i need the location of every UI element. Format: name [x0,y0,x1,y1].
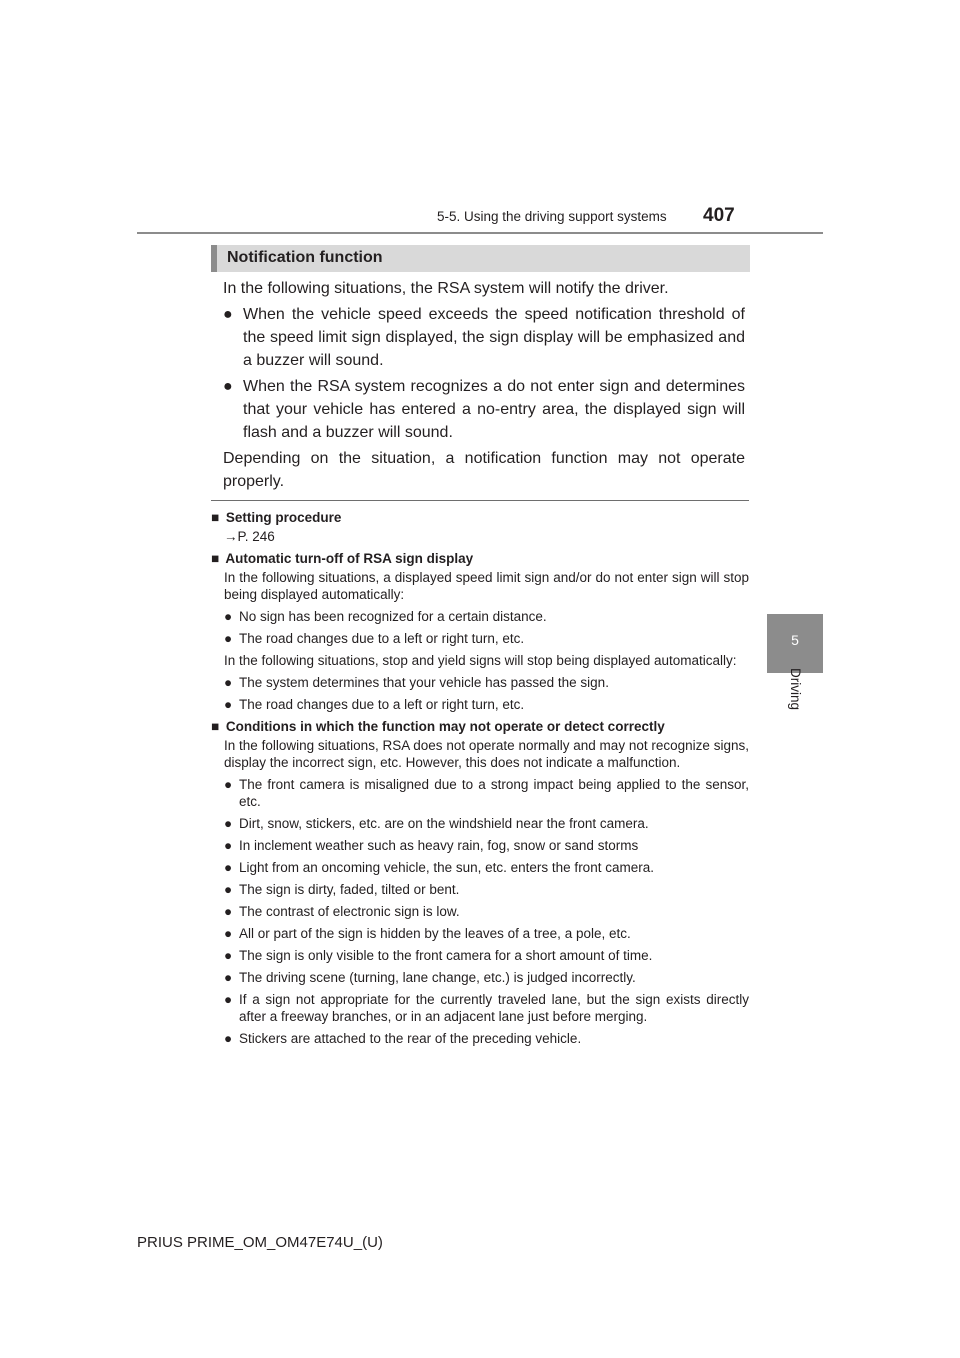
header-rule [137,232,823,234]
bullet-icon: ● [224,926,233,941]
chapter-tab-number: 5 [791,632,799,648]
bullet-icon: ● [223,378,233,395]
bullet-icon: ● [224,904,233,919]
note-heading-conditions [211,718,749,735]
note-bullet-text: Dirt, snow, stickers, etc. are on the windshield near the front camera. [239,816,649,831]
note-bullet [211,903,749,920]
bullet-icon: ● [224,816,233,831]
note-bullet [211,674,749,691]
note-heading-setting [211,509,749,526]
note-bullet-text: The road changes due to a left or right turn, etc. [239,697,525,712]
note-bullet [211,630,749,647]
note-bullet [211,991,749,1025]
chapter-tab [767,614,823,673]
note-bullet-text: All or part of the sign is hidden by the leaves of a tree, a pole, etc. [239,926,631,941]
bullet-icon: ● [223,306,233,323]
note-text: In the following situations, stop and yield signs will stop being displayed automatically: [224,653,737,668]
note-heading-auto-off [211,550,749,567]
note-bullet-text: No sign has been recognized for a certain distance. [239,609,547,624]
note-bullet [211,696,749,713]
note-heading-text: Automatic turn-off of RSA sign display [225,551,474,566]
note-bullet-text: Light from an oncoming vehicle, the sun, etc. enters the front camera. [239,860,654,875]
note-bullet [211,815,749,832]
note-bullet [211,925,749,942]
bullet-icon: ● [224,675,233,690]
bullet-icon: ● [224,838,233,853]
note-heading-text: Setting procedure [225,510,342,525]
note-bullet [211,837,749,854]
note-bullet-text: The road changes due to a left or right turn, etc. [239,631,525,646]
bullet-icon: ● [224,948,233,963]
notes-divider [211,500,749,501]
bullet-icon: ● [224,631,233,646]
notes-section [211,509,749,1047]
page-number: 407 [703,205,735,226]
note-text: In the following situations, RSA does not operate normally and may not recognize signs, display the incorrect sign, etc. However, this does not indicate a malfunction. [224,738,749,770]
square-bullet-icon: ■ [211,719,220,734]
note-bullet [211,969,749,986]
note-bullet-text: The sign is only visible to the front camera for a short amount of time. [239,948,653,963]
square-bullet-icon: ■ [211,551,220,566]
section-title: Notification function [227,249,383,266]
note-bullet [211,776,749,810]
closing-paragraph: Depending on the situation, a notification function may not operate properly. [223,450,745,490]
note-heading-text: Conditions in which the function may not operate or detect correctly [225,719,665,734]
note-bullet-text: The front camera is misaligned due to a strong impact being applied to the sensor, etc. [239,777,749,809]
bullet-icon: ● [224,992,233,1007]
main-bullet [223,375,745,444]
bullet-icon: ● [224,777,233,792]
square-bullet-icon: ■ [211,510,220,525]
note-bullet [211,1030,749,1047]
bullet-icon: ● [224,609,233,624]
note-bullet [211,608,749,625]
main-bullet-text: When the RSA system recognizes a do not enter sign and determines that your vehicle has entered a no-entry area, the displayed sign will flash and a buzzer will sound. [243,378,745,441]
document-footer: PRIUS PRIME_OM_OM47E74U_(U) [137,1234,383,1251]
note-bullet-text: The system determines that your vehicle has passed the sign. [239,675,609,690]
main-content [223,277,745,493]
bullet-icon: ● [224,1031,233,1046]
note-bullet-text: The contrast of electronic sign is low. [239,904,460,919]
note-bullet-text: The sign is dirty, faded, tilted or bent. [239,882,460,897]
note-bullet-text: Stickers are attached to the rear of the preceding vehicle. [239,1031,582,1046]
bullet-icon: ● [224,860,233,875]
bullet-icon: ● [224,882,233,897]
intro-paragraph: In the following situations, the RSA system will notify the driver. [223,280,669,297]
note-bullet [211,881,749,898]
note-text: In the following situations, a displayed speed limit sign and/or do not enter sign will stop being displayed automatically: [224,570,749,602]
bullet-icon: ● [224,697,233,712]
note-bullet-text: If a sign not appropriate for the currently traveled lane, but the sign exists directly after a freeway branches, or in an adjacent lane just before merging. [239,992,749,1024]
section-heading-box [211,245,750,272]
note-bullet [211,859,749,876]
main-bullet-text: When the vehicle speed exceeds the speed notification threshold of the speed limit sign displayed, the sign display will be emphasized and a buzzer will sound. [243,306,745,369]
note-bullet-text: In inclement weather such as heavy rain, fog, snow or sand storms [239,838,639,853]
note-bullet [211,947,749,964]
bullet-icon: ● [224,970,233,985]
page-reference-link[interactable]: →P. 246 [224,529,275,544]
main-bullet [223,303,745,372]
header-section-title: 5-5. Using the driving support systems [437,209,667,224]
chapter-tab-label: Driving [788,668,803,711]
note-bullet-text: The driving scene (turning, lane change, etc.) is judged incorrectly. [239,970,636,985]
